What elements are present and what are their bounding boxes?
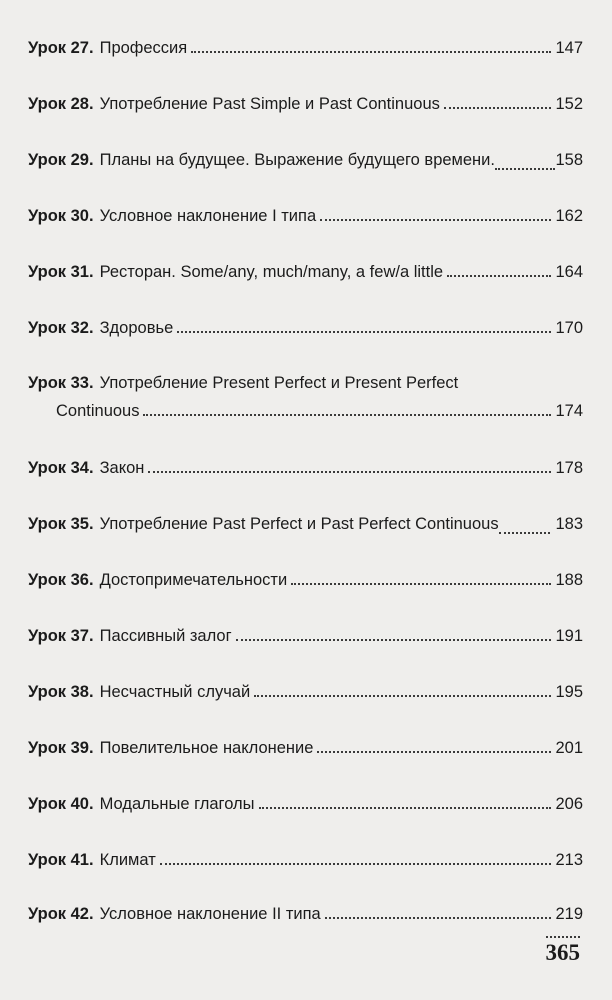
lesson-label: Урок 29.: [28, 151, 94, 169]
lesson-title: Модальные глаголы: [99, 795, 255, 813]
dot-leader: [499, 532, 551, 534]
page-ref: 178: [555, 459, 583, 477]
lesson-title: Ресторан. Some/any, much/many, a few/a little: [99, 263, 444, 281]
page-ref: 206: [555, 795, 583, 813]
dot-leader: [143, 414, 551, 416]
lesson-title: Повелительное наклонение: [99, 739, 314, 757]
dot-leader: [191, 51, 551, 53]
dot-leader: [317, 751, 551, 753]
lesson-title: Употребление Past Simple и Past Continuous: [99, 95, 440, 113]
lesson-label: Урок 36.: [28, 571, 94, 589]
toc-entry[interactable]: [28, 626, 583, 646]
toc-entry[interactable]: [28, 94, 583, 114]
toc-entry[interactable]: [28, 850, 583, 870]
toc-entry[interactable]: [28, 570, 583, 590]
dot-leader: [148, 471, 551, 473]
toc-entry[interactable]: [28, 262, 583, 282]
lesson-label: Урок 40.: [28, 795, 94, 813]
dot-leader: [177, 331, 551, 333]
lesson-title: Закон: [99, 459, 145, 477]
page-ref: 183: [555, 515, 583, 533]
lesson-title: Здоровье: [99, 319, 174, 337]
lesson-label: Урок 39.: [28, 739, 94, 757]
lesson-label: Урок 42.: [28, 905, 94, 923]
dot-leader: [236, 639, 552, 641]
page-ref: 162: [555, 207, 583, 225]
lesson-title: Климат: [99, 851, 156, 869]
page-ref: 213: [555, 851, 583, 869]
toc-entry[interactable]: [28, 38, 583, 58]
lesson-title: Профессия: [99, 39, 188, 57]
lesson-title: Планы на будущее. Выражение будущего времени.: [99, 151, 495, 169]
toc-entry[interactable]: [28, 682, 583, 702]
dot-leader: [254, 695, 551, 697]
page-ref: 147: [555, 39, 583, 57]
page-ref: 191: [555, 627, 583, 645]
lesson-label: Урок 37.: [28, 627, 94, 645]
lesson-label: Урок 33.: [28, 374, 94, 392]
lesson-label: Урок 32.: [28, 319, 94, 337]
lesson-title: Условное наклонение II типа: [99, 905, 321, 923]
lesson-label: Урок 41.: [28, 851, 94, 869]
toc-entry[interactable]: [28, 206, 583, 226]
lesson-label: Урок 38.: [28, 683, 94, 701]
lesson-title: Употребление Present Perfect и Present Perfect: [99, 374, 459, 392]
page-number: 365: [546, 936, 581, 966]
dot-leader: [444, 107, 552, 109]
page-ref: 201: [555, 739, 583, 757]
dot-leader: [320, 219, 551, 221]
page-ref: 152: [555, 95, 583, 113]
dot-leader: [325, 917, 552, 919]
page-ref: 219: [555, 905, 583, 923]
lesson-title: Пассивный залог: [99, 627, 232, 645]
lesson-label: Урок 34.: [28, 459, 94, 477]
dot-leader: [495, 168, 555, 170]
dot-leader: [291, 583, 551, 585]
lesson-label: Урок 27.: [28, 39, 94, 57]
dot-leader: [447, 275, 551, 277]
lesson-label: Урок 35.: [28, 515, 94, 533]
page-ref: 164: [555, 263, 583, 281]
toc-entry[interactable]: [28, 318, 583, 338]
lesson-label: Урок 31.: [28, 263, 94, 281]
lesson-label: Урок 30.: [28, 207, 94, 225]
lesson-title: Употребление Past Perfect и Past Perfect Continuous: [99, 515, 499, 533]
dot-leader: [259, 807, 552, 809]
toc-entry[interactable]: [28, 794, 583, 814]
lesson-title: Условное наклонение I типа: [99, 207, 317, 225]
lesson-title: Достопримечательности: [99, 571, 288, 589]
toc-entry[interactable]: [28, 904, 583, 924]
toc-entry[interactable]: [28, 373, 583, 421]
toc-entry[interactable]: [28, 738, 583, 758]
page-ref: 170: [555, 319, 583, 337]
page-ref: 188: [555, 571, 583, 589]
lesson-title: Несчастный случай: [99, 683, 251, 701]
dot-leader: [160, 863, 552, 865]
page-ref: 195: [555, 683, 583, 701]
toc-entry[interactable]: [28, 514, 583, 534]
toc-entry[interactable]: [28, 458, 583, 478]
page-ref: 174: [555, 402, 583, 420]
toc-entry[interactable]: [28, 150, 583, 170]
lesson-label: Урок 28.: [28, 95, 94, 113]
lesson-title-continued: Continuous: [56, 402, 140, 420]
page-ref: 158: [555, 151, 583, 169]
